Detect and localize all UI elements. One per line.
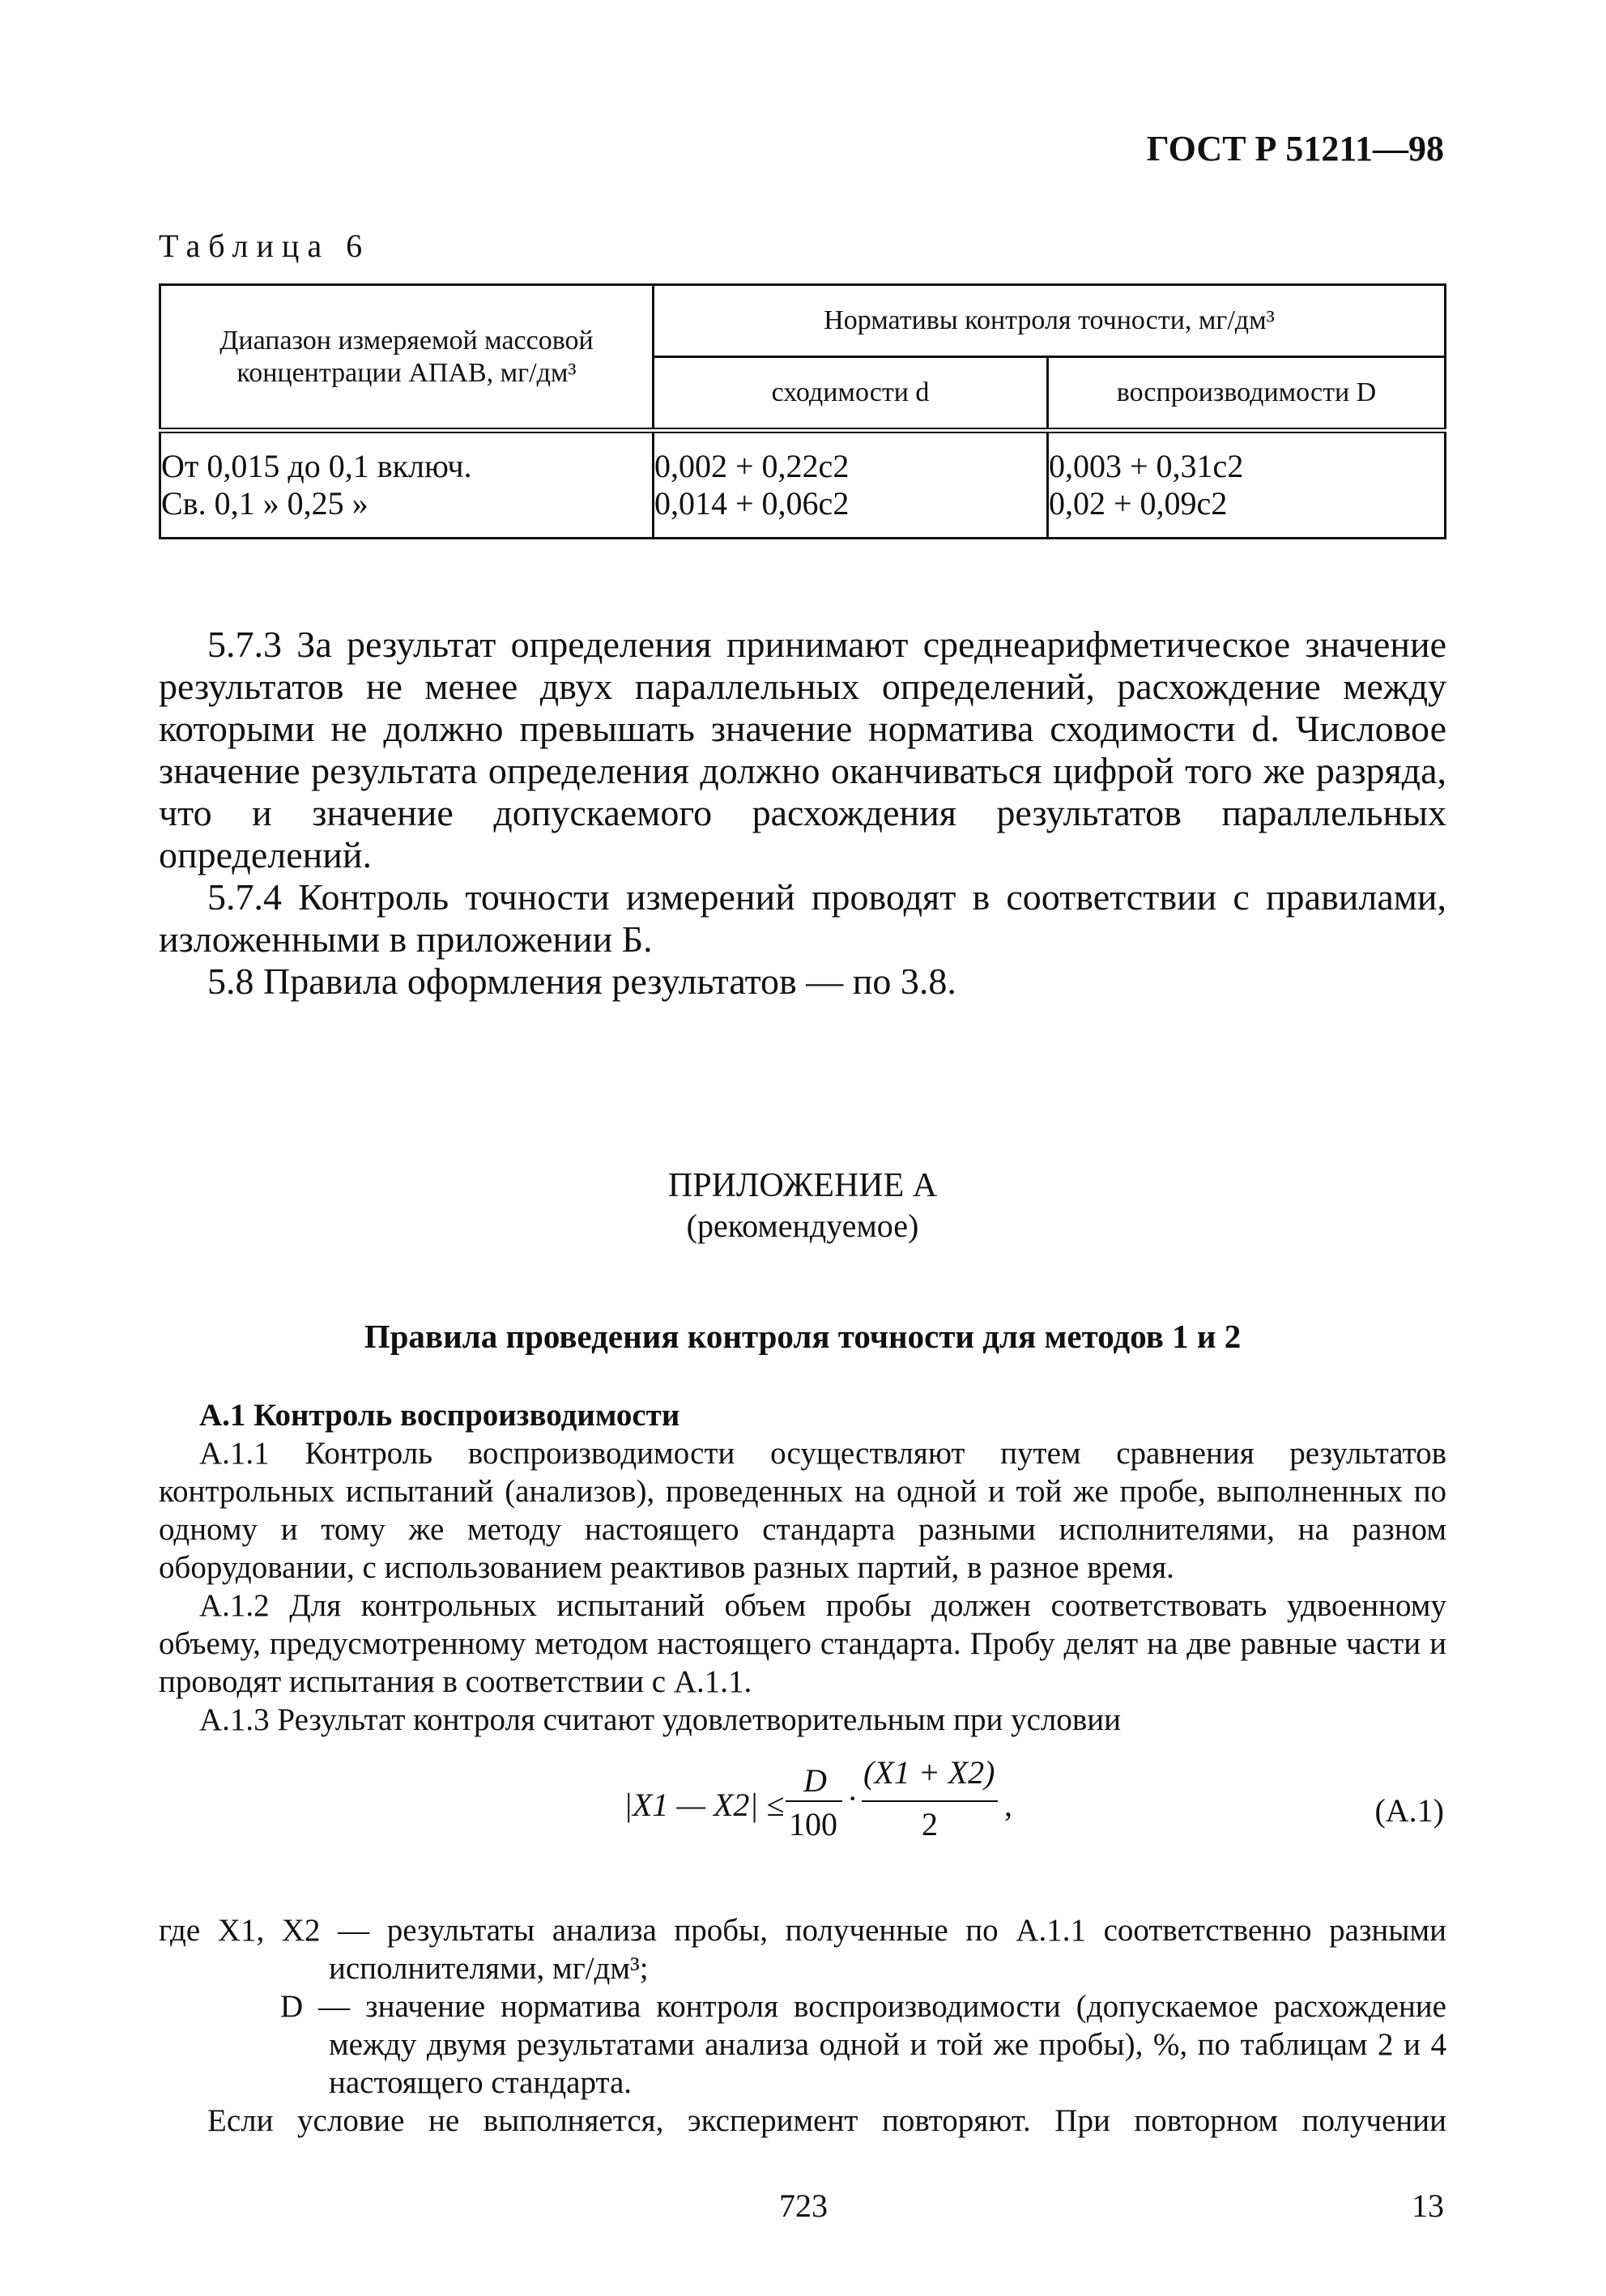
cell-D [1048, 431, 1446, 539]
cell-ranges [160, 431, 654, 539]
section-5-7 [159, 624, 1446, 1003]
formula-lhs: |X1 — X2| ≤ [624, 1787, 785, 1823]
paragraph-5-8: 5.8 Правила оформления результатов — по 3.8. [207, 961, 956, 1002]
appendix-subtitle: (рекомендуемое) [686, 1208, 919, 1244]
D-row-1: 0,003 + 0,31c2 [1049, 448, 1244, 484]
header-convergence: сходимости d [654, 357, 1048, 431]
section-a1 [159, 1396, 1446, 1739]
appendix-title: ПРИЛОЖЕНИЕ А [667, 1167, 938, 1204]
paragraph-5-7-4: 5.7.4 Контроль точности измерений проводят в соответствии с правилами, изложенными в приложении Б. [159, 876, 1446, 960]
formula-frac2-bar [862, 1800, 998, 1802]
equation-number: (А.1) [1374, 1792, 1444, 1829]
cell-d [654, 431, 1048, 539]
definition-D: D — значение норматива контроля воспроизводимости (допускаемое расхождение между двумя результатами анализа одной и той же пробы), %, по таблицам 2 и 4 настоящего стандарта. [280, 1989, 1446, 2100]
definition-x1-x2: где X1, X2 — результаты анализа пробы, полученные по А.1.1 соответственно разными исполнителями, мг/дм³; [159, 1913, 1446, 1986]
paragraph-a12: А.1.2 Для контрольных испытаний объем пробы должен соответствовать удвоенному объему, предусмотренному методом настоящего стандарта. Пробу делят на две равные части и проводят испытания в соответствии с А.1.1. [159, 1588, 1446, 1699]
formula-a1 [624, 1754, 1045, 1851]
appendix-heading: Правила проведения контроля точности для методов 1 и 2 [364, 1318, 1242, 1355]
header-range-text: Диапазон измеряемой массовой концентрации АПАВ, мг/дм³ [219, 325, 594, 388]
paragraph-last: Если условие не выполняется, эксперимент повторяют. При повторном получении [207, 2103, 1446, 2138]
d-row-1: 0,002 + 0,22c2 [654, 448, 850, 484]
range-row-2: Св. 0,1 » 0,25 » [161, 485, 368, 522]
formula-frac1-den: 100 [789, 1806, 837, 1842]
formula-dot: · [847, 1780, 858, 1817]
paragraph-a13: А.1.3 Результат контроля считают удовлетворительным при условии [199, 1702, 1122, 1737]
d-row-2: 0,014 + 0,06c2 [654, 485, 850, 522]
formula-definitions [159, 1911, 1446, 2140]
range-row-1: От 0,015 до 0,1 включ. [161, 448, 472, 484]
header-reproducibility: воспроизводимости D [1048, 357, 1446, 431]
D-row-2: 0,02 + 0,09c2 [1049, 485, 1228, 522]
formula-comma: , [1004, 1787, 1012, 1823]
table-caption: Таблица 6 [159, 228, 371, 264]
formula-frac2-den: 2 [922, 1806, 938, 1842]
heading-a1: А.1 Контроль воспроизводимости [199, 1398, 680, 1433]
paragraph-5-7-3: 5.7.3 За результат определения принимают среднеарифметическое значение результатов не менее двух параллельных определений, расхождение между которыми не должно превышать значение норматива сходимости d. Числовое значение результата определения должно оканчиваться цифрой того же разряда, что и значение допускаемого расхождения результатов параллельных определений. [159, 624, 1446, 875]
paragraph-a11: А.1.1 Контроль воспроизводимости осуществляют путем сравнения результатов контрольных испытаний (анализов), проведенных на одной и той же пробе, выполненных по одному и тому же методу настоящего стандарта разными исполнителями, на разном оборудовании, с использованием реактивов разных партий, в разное время. [159, 1436, 1446, 1585]
page-number-right: 13 [1412, 2187, 1444, 2224]
formula-frac1-bar [786, 1800, 842, 1802]
document-code: ГОСТ Р 51211—98 [1146, 129, 1444, 168]
page-number-center: 723 [779, 2187, 828, 2224]
table-6 [159, 283, 1446, 539]
formula-frac2-num: (X1 + X2) [863, 1754, 995, 1791]
header-norms: Нормативы контроля точности, мг/дм³ [654, 285, 1446, 357]
header-range [160, 285, 654, 431]
formula-frac1-num: D [803, 1762, 827, 1799]
